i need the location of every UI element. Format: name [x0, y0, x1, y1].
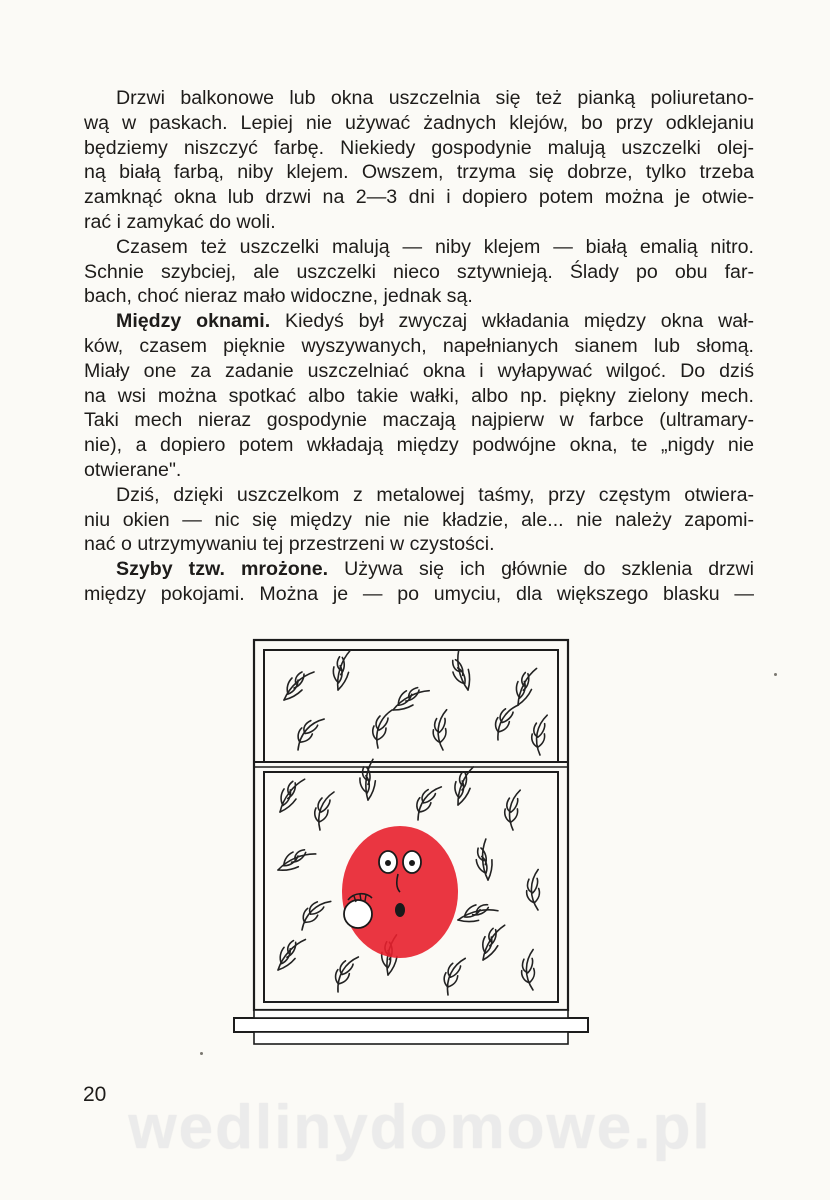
text-line: wą w paskach. Lepiej nie używać żadnych klejów, bo przy odklejaniu: [84, 111, 754, 134]
text-line: bach, choć nieraz mało widoczne, jednak są.: [84, 285, 473, 308]
text-line: zamknąć okna lub drzwi na 2—3 dni i dopiero potem można je otwie-: [84, 186, 754, 209]
print-speck: [200, 1052, 203, 1055]
text-line: otwierane".: [84, 458, 182, 481]
text-line: [84, 309, 754, 334]
text-line: Taki mech nieraz gospodynie maczają najpierw w farbce (ultramary-: [84, 409, 754, 432]
text-line: nie), a dopiero potem wkładają między podwójne okna, te „nigdy nie: [84, 434, 754, 457]
text-line: ków, czasem pięknie wyszywanych, napełnianych sianem lub słomą.: [84, 334, 754, 357]
text-line: Drzwi balkonowe lub okna uszczelnia się też pianką poliuretano-: [116, 87, 754, 109]
paragraph: [84, 557, 754, 607]
text-line: będziemy niszczyć farbę. Niekiedy gospodynie malują uszczelki olej-: [84, 136, 754, 159]
red-face: [342, 826, 458, 958]
print-speck: [774, 673, 777, 676]
text-line: na wsi można spotkać albo takie wałki, albo np. piękny zielony mech.: [84, 384, 754, 407]
text-line: rać i zamykać do woli.: [84, 210, 276, 233]
watermark: wedlinydomowe.pl: [128, 1093, 712, 1162]
paragraph: [84, 235, 754, 309]
text-line: Dziś, dzięki uszczelkom z metalowej taśmy, przy częstym otwiera-: [116, 483, 754, 506]
text-span: Używa się ich głównie do szklenia drzwi: [344, 558, 754, 581]
section-heading: Szyby tzw. mrożone.: [116, 558, 329, 581]
paragraph: [84, 86, 754, 235]
section-heading: Między oknami.: [116, 310, 271, 333]
body-text: [84, 86, 754, 607]
text-line: niu okien — nic się między nie nie kładzie, ale... nie należy zapomi-: [84, 508, 754, 531]
text-line: Miały one za zadanie uszczelniać okna i wyłapywać wilgoć. Do dziś: [84, 359, 754, 382]
page-number: 20: [83, 1083, 107, 1106]
text-line: [84, 557, 754, 582]
text-span: Kiedyś był zwyczaj wkładania między okna wał-: [285, 310, 754, 333]
text-line: ną białą farbą, niby klejem. Owszem, trzyma się dobrze, tylko trzeba: [84, 161, 754, 184]
text-line: nać o utrzymywaniu tej przestrzeni w czystości.: [84, 533, 495, 556]
paragraph: [84, 309, 754, 483]
paragraph: [84, 483, 754, 557]
frost-pattern-top: [284, 650, 554, 756]
window-sill: [234, 1010, 588, 1044]
frosted-window-illustration: [228, 630, 608, 1060]
text-line: Schnie szybciej, ale uszczelki nieco sztywnieją. Ślady po obu far-: [84, 260, 754, 283]
text-line: między pokojami. Można je — po umyciu, dla większego blasku —: [84, 582, 754, 605]
text-line: Czasem też uszczelki malują — niby klejem — białą emalią nitro.: [116, 235, 754, 258]
